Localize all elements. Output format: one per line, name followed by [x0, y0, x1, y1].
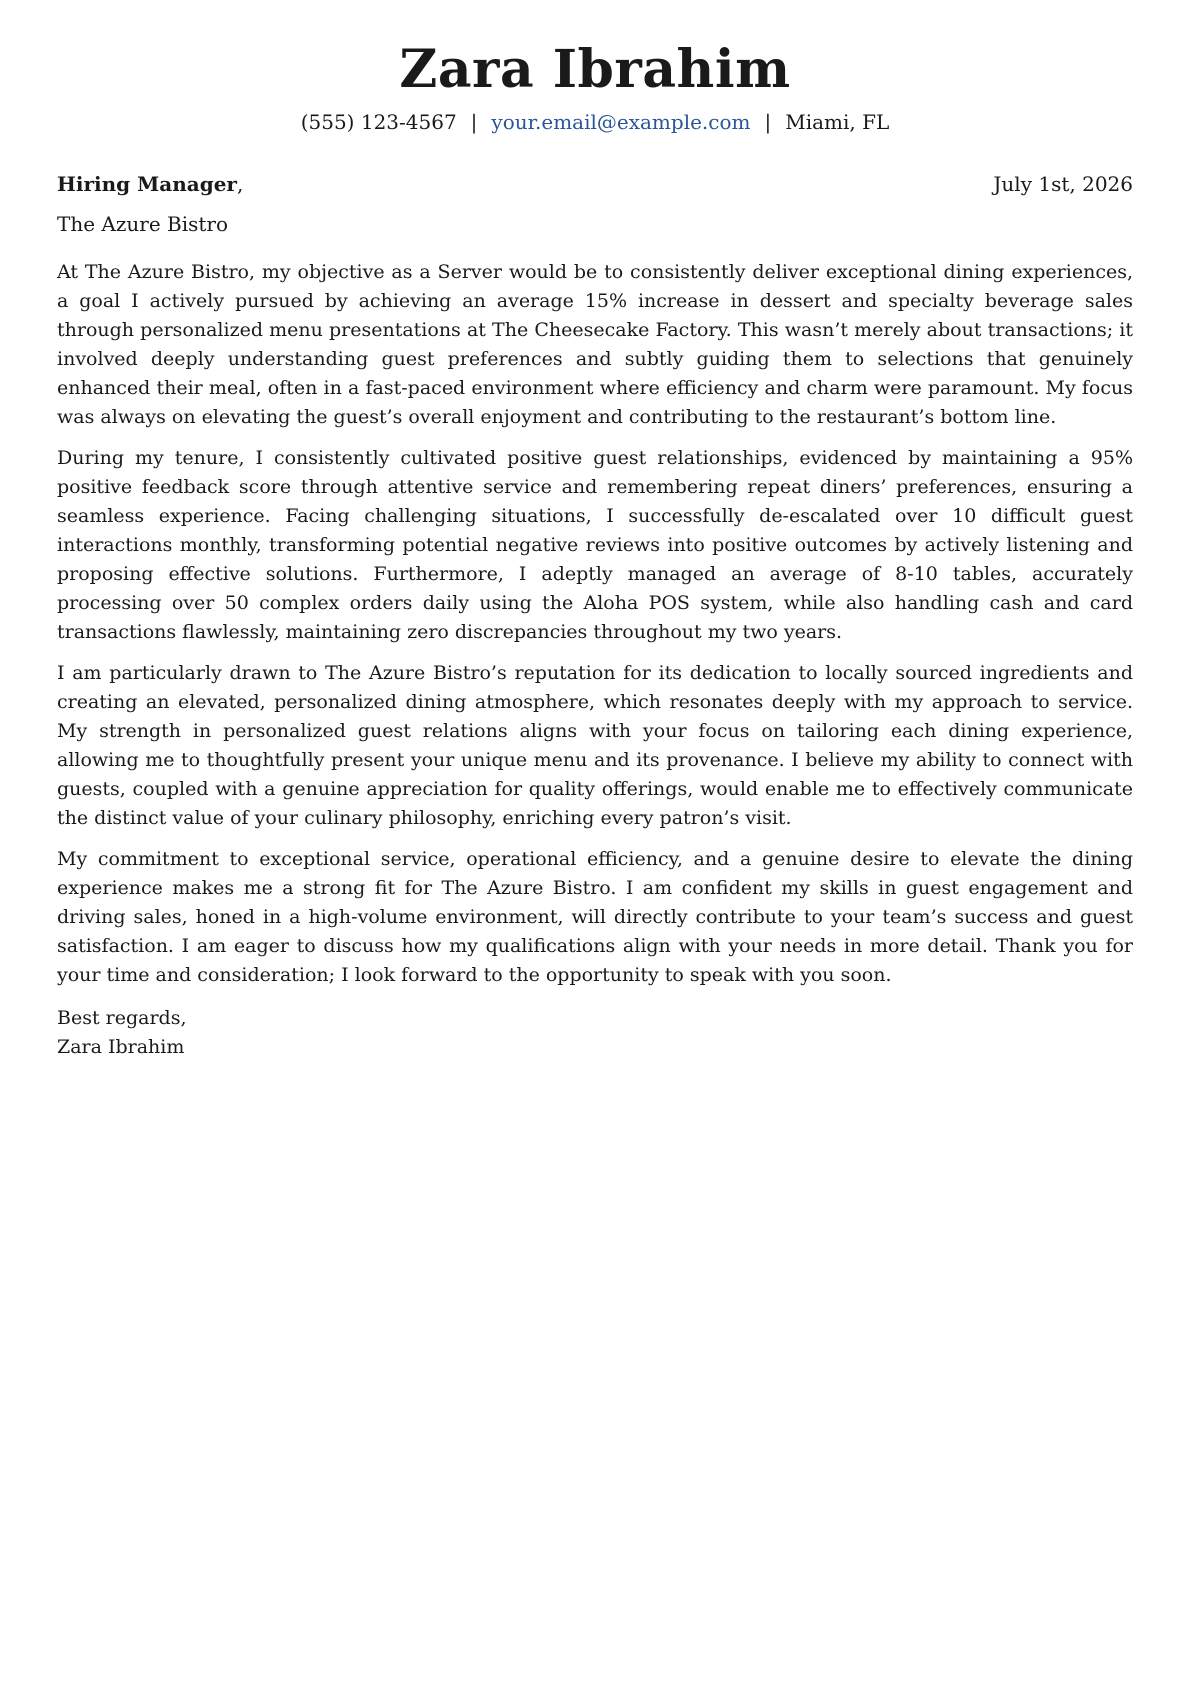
email-link[interactable]: your.email@example.com [491, 110, 751, 134]
phone-number: (555) 123-4567 [300, 110, 457, 134]
body-paragraph: During my tenure, I consistently cultivated positive guest relationships, evidenced by maintaining a 95% positive feedback score through attentive service and remembering repeat diners’ preferences, ensuring a seamless experience. Facing challenging situations, I successfully de-escalated over 10 difficult guest interactions monthly, transforming potential negative reviews into positive outcomes by actively listening and proposing effective solutions. Furthermore, I adeptly managed an average of 8-10 tables, accurately processing over 50 complex orders daily using the Aloha POS system, while also handling cash and card transactions flawlessly, maintaining zero discrepancies throughout my two years. [57, 447, 1133, 643]
recipient-suffix: , [236, 172, 244, 196]
contact-line [57, 108, 1133, 136]
body-paragraph: At The Azure Bistro, my objective as a Server would be to consistently deliver exceptional dining experiences, a goal I actively pursued by achieving an average 15% increase in dessert and specialty beverage sales through personalized menu presentations at The Cheesecake Factory. This wasn’t merely about transactions; it involved deeply understanding guest preferences and subtly guiding them to selections that genuinely enhanced their meal, often in a fast-paced environment where efficiency and charm were paramount. My focus was always on elevating the guest’s overall enjoyment and contributing to the restaurant’s bottom line. [57, 261, 1133, 428]
contact-separator: | [470, 110, 478, 134]
letter-date: July 1st, 2026 [993, 172, 1133, 196]
contact-separator: | [764, 110, 772, 134]
recipient-date-row [57, 170, 1133, 198]
letter-body [57, 258, 1133, 990]
closing-salutation: Best regards, [57, 1007, 187, 1029]
recipient-greeting [57, 170, 243, 198]
applicant-name: Zara Ibrahim [399, 39, 791, 100]
recipient-name: Hiring Manager [57, 172, 237, 196]
recipient-company: The Azure Bistro [57, 212, 229, 236]
body-paragraph: My commitment to exceptional service, operational efficiency, and a genuine desire to elevate the dining experience makes me a strong fit for The Azure Bistro. I am confident my skills in guest engagement and driving sales, honed in a high-volume environment, will directly contribute to your team’s success and guest satisfaction. I am eager to discuss how my qualifications align with your needs in more detail. Thank you for your time and consideration; I look forward to the opportunity to speak with you soon. [57, 848, 1133, 986]
signature-name: Zara Ibrahim [57, 1036, 185, 1058]
location: Miami, FL [785, 110, 890, 134]
letter-closing [57, 1004, 1133, 1062]
body-paragraph: I am particularly drawn to The Azure Bistro’s reputation for its dedication to locally sourced ingredients and creating an elevated, personalized dining atmosphere, which resonates deeply with my approach to service. My strength in personalized guest relations aligns with your focus on tailoring each dining experience, allowing me to thoughtfully present your unique menu and its provenance. I believe my ability to connect with guests, coupled with a genuine appreciation for quality offerings, would enable me to effectively communicate the distinct value of your culinary philosophy, enriching every patron’s visit. [57, 662, 1133, 829]
